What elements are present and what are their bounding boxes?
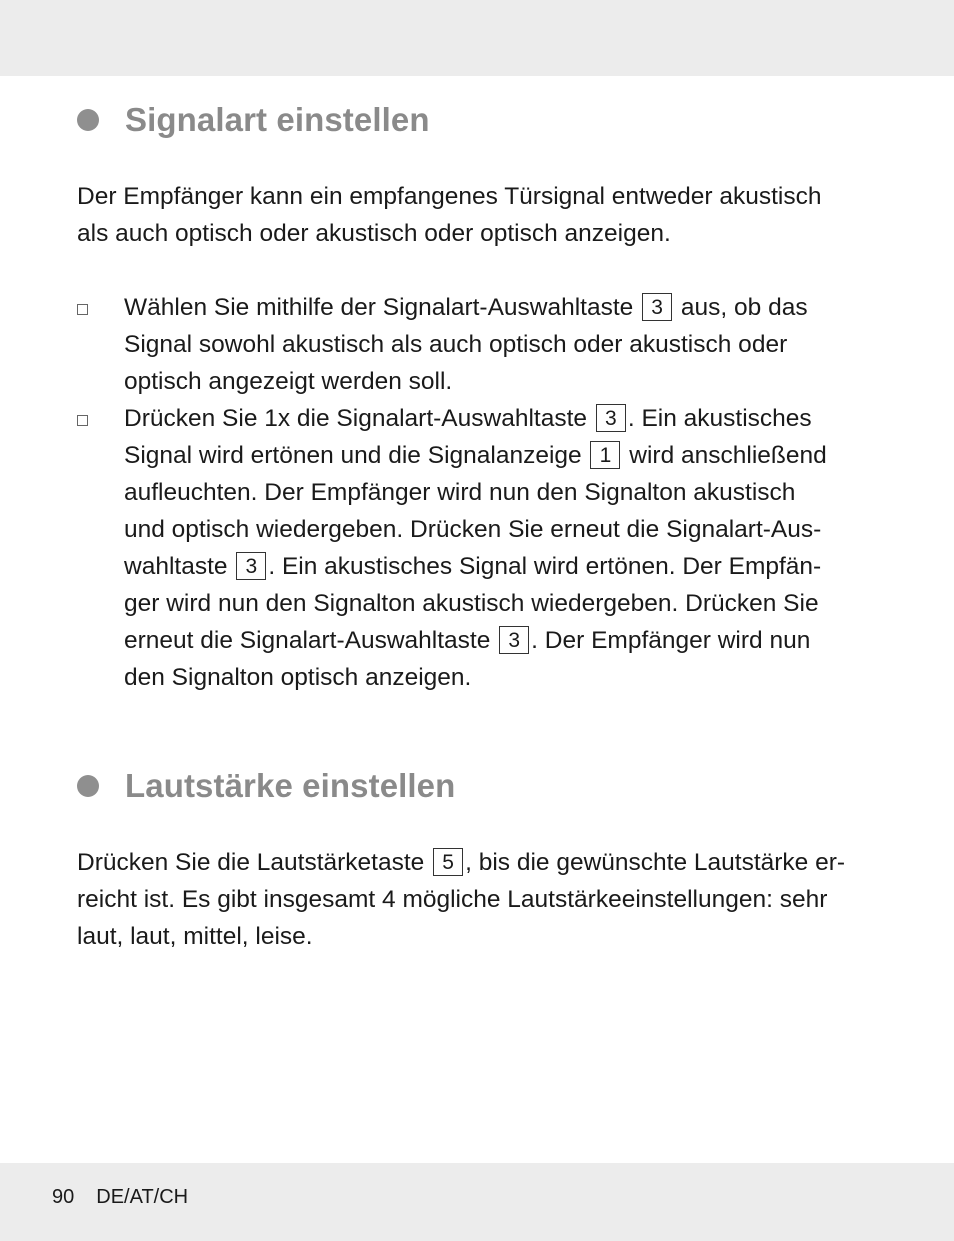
list-item <box>77 289 887 400</box>
text-line: Signal wird ertönen und die Signalanzeige 1 wird anschließend <box>124 442 827 469</box>
text-line: wahltaste 3 . Ein akustisches Signal wird ertönen. Der Empfän- <box>124 553 822 580</box>
intro-paragraph <box>77 178 877 252</box>
text-line: aufleuchten. Der Empfänger wird nun den Signalton akustisch <box>124 479 796 506</box>
region-label: DE/AT/CH <box>96 1186 189 1208</box>
text-line: den Signalton optisch anzeigen. <box>124 664 472 691</box>
text-line: ger wird nun den Signalton akustisch wiedergeben. Drücken Sie <box>124 590 819 617</box>
text-line: laut, laut, mittel, leise. <box>77 923 313 950</box>
page-number: 90 <box>52 1186 75 1208</box>
heading-bullet-dot <box>77 775 99 797</box>
text-line: Wählen Sie mithilfe der Signalart-Auswahltaste 3 aus, ob das <box>124 294 808 321</box>
text-line: Drücken Sie 1x die Signalart-Auswahltaste 3 . Ein akustisches <box>124 405 812 432</box>
part-reference-box: 5 <box>433 848 463 876</box>
page-footer <box>52 1186 210 1209</box>
checkbox-square-icon <box>77 304 88 315</box>
text-line: als auch optisch oder akustisch oder optisch anzeigen. <box>77 220 671 247</box>
part-reference-box: 3 <box>236 552 266 580</box>
list-item <box>77 400 887 696</box>
text-line: erneut die Signalart-Auswahltaste 3 . Der Empfänger wird nun <box>124 627 811 654</box>
text-line: reicht ist. Es gibt insgesamt 4 mögliche Lautstärkeeinstellungen: sehr <box>77 886 828 913</box>
text-line: Drücken Sie die Lautstärketaste 5 , bis die gewünschte Lautstärke er- <box>77 849 846 876</box>
section-heading-signalart <box>77 101 430 139</box>
text-line: Signal sowohl akustisch als auch optisch oder akustisch oder <box>124 331 788 358</box>
volume-paragraph <box>77 844 887 955</box>
part-reference-box: 3 <box>642 293 672 321</box>
top-band <box>0 0 954 76</box>
heading-title: Lautstärke einstellen <box>125 767 456 804</box>
heading-bullet-dot <box>77 109 99 131</box>
text-line: optisch angezeigt werden soll. <box>124 368 453 395</box>
part-reference-box: 3 <box>596 404 626 432</box>
part-reference-box: 1 <box>590 441 620 469</box>
instruction-list <box>77 289 887 696</box>
text-line: und optisch wiedergeben. Drücken Sie erneut die Signalart-Aus- <box>124 516 822 543</box>
text-line: Der Empfänger kann ein empfangenes Türsignal entweder akustisch <box>77 183 822 210</box>
heading-title: Signalart einstellen <box>125 101 430 138</box>
section-heading-lautstaerke <box>77 767 455 805</box>
checkbox-square-icon <box>77 415 88 426</box>
part-reference-box: 3 <box>499 626 529 654</box>
